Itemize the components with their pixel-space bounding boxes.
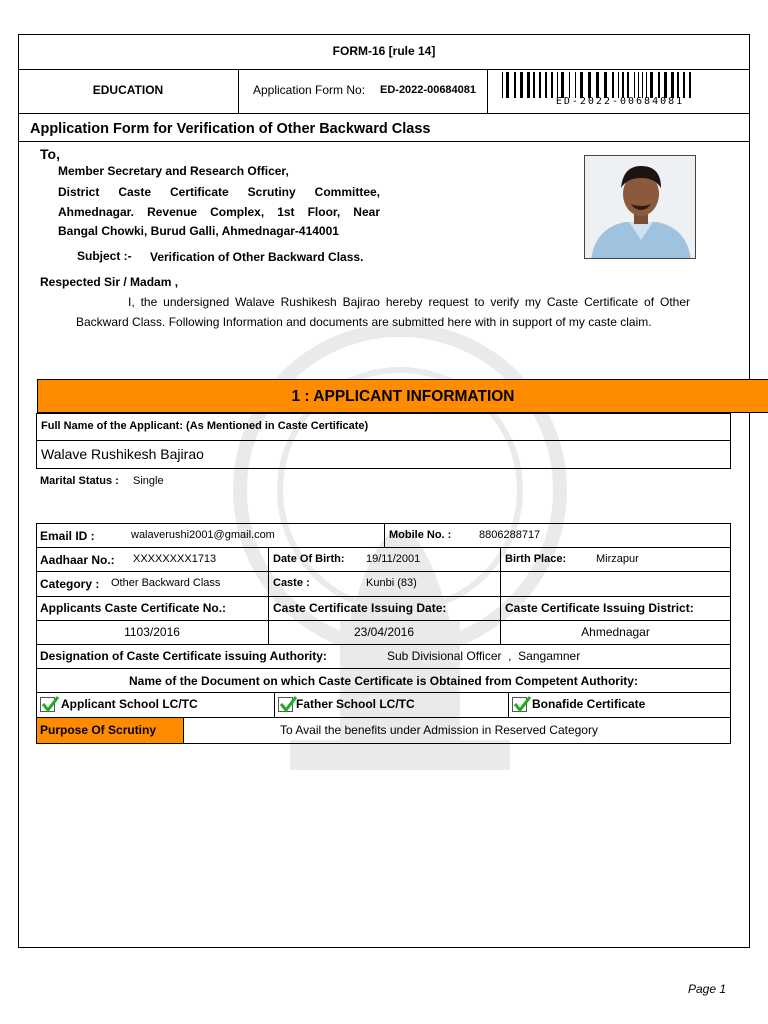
address-line-4: Bangal Chowki, Burud Galli, Ahmednagar-414001 — [58, 224, 339, 238]
barcode-bar — [561, 72, 564, 98]
cert-district-value: Ahmednagar — [581, 625, 650, 639]
checkmark-icon — [40, 694, 60, 714]
mobile-value: 8806288717 — [479, 529, 541, 541]
barcode-bar — [533, 72, 535, 98]
caste-label: Caste : — [273, 577, 310, 589]
barcode-bar — [664, 72, 667, 98]
category-label: Category : — [40, 577, 100, 591]
address-line-1: Member Secretary and Research Officer, — [58, 164, 289, 178]
application-no-value: ED-2022-00684081 — [380, 84, 477, 96]
email-value: walaverushi2001@gmail.com — [131, 529, 275, 541]
barcode-bar — [650, 72, 653, 98]
barcode-bar — [604, 72, 607, 98]
barcode-bar — [575, 72, 576, 98]
barcode-bar — [580, 72, 583, 98]
barcode-bar — [596, 72, 599, 98]
caste-value: Kunbi (83) — [366, 577, 417, 589]
address-line-3: Ahmednagar. Revenue Complex, 1st Floor, Near — [58, 205, 380, 219]
cert-date-label: Caste Certificate Issuing Date: — [273, 601, 447, 615]
barcode-bar — [642, 72, 643, 98]
request-paragraph: I, the undersigned Walave Rushikesh Bajirao hereby request to verify my Caste Certificate of Other Backward Class. Following Information and documents are submitted here with in support of my caste claim. — [76, 295, 690, 329]
marital-status-label: Marital Status : — [40, 475, 119, 487]
document-label-father-lc: Father School LC/TC — [296, 697, 415, 711]
barcode-bar — [612, 72, 614, 98]
barcode-bar — [545, 72, 547, 98]
category-value: Other Backward Class — [111, 577, 221, 589]
barcode-bar — [557, 72, 558, 98]
documents-heading: Name of the Document on which Caste Certificate is Obtained from Competent Authority: — [129, 674, 638, 688]
barcode-bar — [569, 72, 570, 98]
barcode-text: ED-2022-00684081 — [555, 96, 685, 107]
cert-no-label: Applicants Caste Certificate No.: — [40, 601, 227, 615]
application-no-label: Application Form No: — [253, 83, 366, 97]
barcode-bar — [622, 72, 624, 98]
document-label-bonafide: Bonafide Certificate — [532, 697, 646, 711]
barcode-bar — [551, 72, 553, 98]
barcode-bar — [627, 72, 629, 98]
barcode-bar — [683, 72, 685, 98]
barcode-bar — [634, 72, 635, 98]
document-label-applicant-lc: Applicant School LC/TC — [61, 697, 198, 711]
form-heading: Application Form for Verification of Other Backward Class — [30, 121, 431, 137]
aadhaar-label: Aadhaar No.: — [40, 553, 115, 567]
authority-value: Sub Divisional Officer , Sangamner — [387, 649, 581, 663]
barcode-bar — [671, 72, 674, 98]
mobile-label: Mobile No. : — [389, 529, 452, 541]
department-label: EDUCATION — [92, 83, 164, 97]
barcode-bar — [527, 72, 530, 98]
person-photo-icon — [585, 156, 696, 259]
barcode-bar — [646, 72, 647, 98]
birthplace-label: Birth Place: — [505, 553, 567, 565]
barcode-bar — [539, 72, 541, 98]
birthplace-value: Mirzapur — [596, 553, 639, 565]
barcode-bar — [520, 72, 523, 98]
subject-label: Subject :- — [77, 249, 132, 263]
applicant-photo — [584, 155, 696, 259]
barcode-bar — [689, 72, 691, 98]
aadhaar-value: XXXXXXXX1713 — [133, 553, 217, 565]
barcode-bar — [618, 72, 619, 98]
fullname-value: Walave Rushikesh Bajirao — [41, 446, 204, 462]
subject-text: Verification of Other Backward Class. — [150, 250, 364, 264]
checkmark-icon — [512, 694, 532, 714]
barcode-bar — [502, 72, 503, 98]
document-checkbox-father-lc[interactable] — [278, 697, 293, 712]
email-label: Email ID : — [40, 529, 95, 543]
address-to: To, — [40, 146, 60, 162]
checkmark-icon — [278, 694, 298, 714]
barcode-bar — [638, 72, 639, 98]
document-checkbox-applicant-lc[interactable] — [40, 697, 55, 712]
purpose-value: To Avail the benefits under Admission in Reserved Category — [280, 723, 598, 737]
barcode-bar — [677, 72, 679, 98]
cert-no-value: 1103/2016 — [124, 625, 180, 639]
address-line-2: District Caste Certificate Scrutiny Committee, — [58, 185, 380, 199]
cert-district-label: Caste Certificate Issuing District: — [505, 601, 694, 615]
page-number: Page 1 — [688, 982, 727, 996]
barcode-bar — [658, 72, 660, 98]
authority-label: Designation of Caste Certificate issuing Authority: — [40, 649, 327, 663]
dob-value: 19/11/2001 — [366, 553, 421, 565]
barcode-bar — [506, 72, 509, 98]
barcode-bar — [588, 72, 591, 98]
form-title: FORM-16 [rule 14] — [332, 44, 436, 58]
document-checkbox-bonafide[interactable] — [512, 697, 527, 712]
fullname-label: Full Name of the Applicant: (As Mentioned in Caste Certificate) — [41, 420, 369, 432]
barcode-bar — [514, 72, 516, 98]
marital-status-value: Single — [133, 475, 164, 487]
dob-label: Date Of Birth: — [273, 553, 345, 565]
purpose-label: Purpose Of Scrutiny — [37, 718, 184, 743]
section-applicant-info-title: 1 : APPLICANT INFORMATION — [37, 379, 768, 413]
cert-date-value: 23/04/2016 — [353, 625, 415, 639]
salutation: Respected Sir / Madam , — [40, 275, 179, 289]
